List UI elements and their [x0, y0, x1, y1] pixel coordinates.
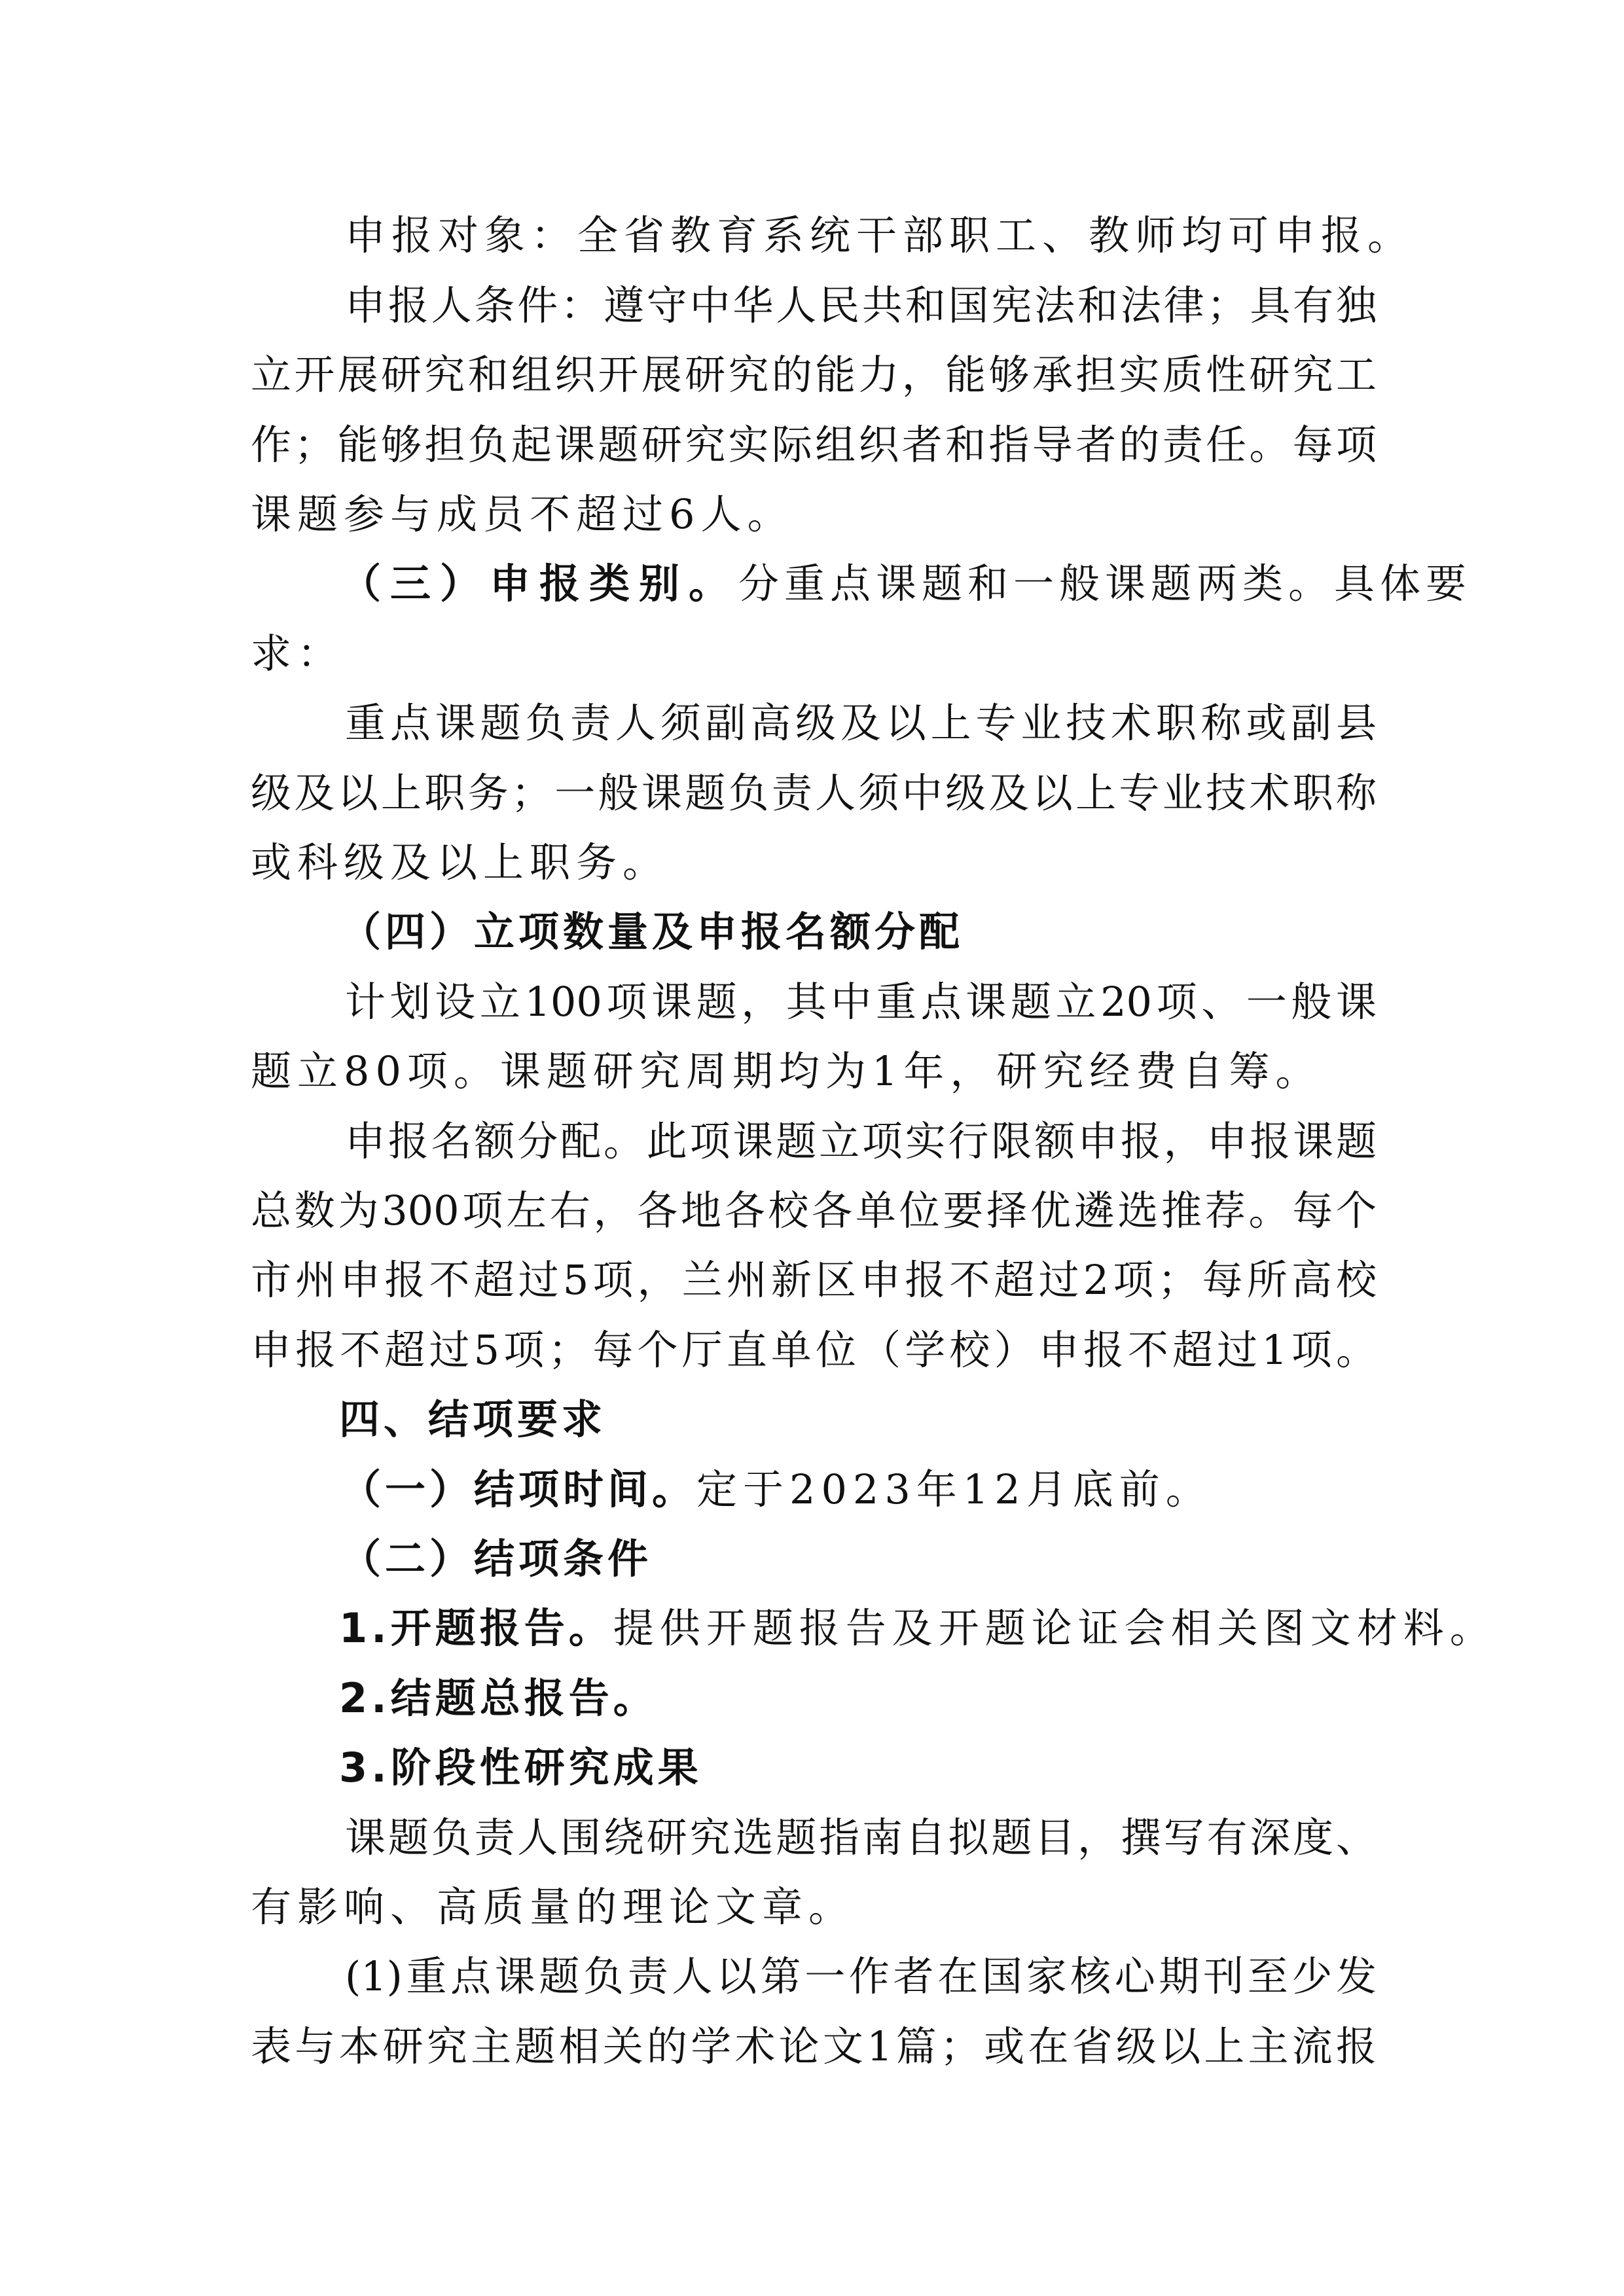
paragraph-line [345, 1805, 1377, 1871]
item-heading: 3.阶段性研究成果 [339, 1744, 702, 1791]
paragraph-line [251, 2014, 1377, 2079]
line-text: 申报对象：全省教育系统干部职工、教师均可申报。 [345, 211, 1415, 259]
line-text: 立开展研究和组织开展研究的能力，能够承担实质性研究工 [251, 351, 1377, 399]
line-text: 计划设立100项课题，其中重点课题立20项、一般课 [345, 978, 1377, 1026]
line-text: 分重点课题和一般课题两类。具体要 [738, 560, 1466, 607]
numbered-item-line [339, 1735, 1465, 1801]
line-text: (1)重点课题负责人以第一作者在国家核心期刊至少发 [345, 1952, 1377, 2000]
paragraph-line [251, 1178, 1377, 1244]
line-text: 或科级及以上职务。 [251, 838, 670, 886]
numbered-item-line [339, 1596, 1496, 1661]
paragraph-line [345, 1944, 1377, 2009]
numbered-item-line [339, 1666, 1465, 1731]
item-heading: 1.开题报告。 [339, 1604, 613, 1652]
paragraph-line [345, 203, 1415, 268]
line-text: 课题参与成员不超过6人。 [251, 490, 794, 538]
chapter-heading: 四、结项要求 [339, 1395, 607, 1443]
line-text: 题立80项。课题研究周期均为1年，研究经费自筹。 [251, 1047, 1322, 1095]
section-heading: （三）申报类别。 [340, 560, 738, 607]
section-heading-line [340, 899, 1466, 965]
paragraph-line [251, 1039, 1377, 1104]
section-heading: （二）结项条件 [340, 1535, 653, 1583]
paragraph-line [251, 482, 1377, 547]
line-text: 重点课题负责人须副高级及以上专业技术职称或副县 [345, 699, 1377, 747]
line-text: 作；能够担负起课题研究实际组织者和指导者的责任。每项 [251, 421, 1377, 469]
line-text: 市州申报不超过5项，兰州新区申报不超过2项；每所高校 [251, 1256, 1377, 1304]
paragraph-line [251, 1247, 1377, 1313]
line-text: 提供开题报告及开题论证会相关图文材料。 [613, 1604, 1496, 1652]
paragraph-line [251, 761, 1377, 826]
item-heading: 2.结题总报告。 [339, 1674, 658, 1722]
section-heading: （一）结项时间。 [340, 1465, 697, 1513]
section-heading: （四）立项数量及申报名额分配 [340, 908, 964, 956]
section-heading-line [340, 1457, 1466, 1522]
paragraph-line [345, 1109, 1377, 1174]
section-heading-line [340, 551, 1466, 617]
line-text: 申报人条件：遵守中华人民共和国宪法和法律；具有独 [345, 281, 1377, 329]
paragraph-line [345, 273, 1377, 338]
paragraph-line [345, 969, 1377, 1035]
line-text: 申报不超过5项；每个厅直单位（学校）申报不超过1项。 [251, 1326, 1377, 1374]
line-text: 表与本研究主题相关的学术论文1篇；或在省级以上主流报 [251, 2022, 1377, 2070]
section-heading-line [340, 1526, 1466, 1592]
line-text: 定于2023年12月底前。 [696, 1465, 1212, 1513]
line-text: 级及以上职务；一般课题负责人须中级及以上专业技术职称 [251, 769, 1377, 817]
paragraph-line [345, 691, 1377, 756]
line-text: 求： [251, 630, 344, 677]
paragraph-line [251, 1318, 1377, 1383]
line-text: 总数为300项左右，各地各校各单位要择优遴选推荐。每个 [251, 1187, 1377, 1234]
line-text: 课题负责人围绕研究选题指南自拟题目，撰写有深度、 [345, 1814, 1377, 1861]
paragraph-line [251, 412, 1377, 478]
paragraph-line [251, 830, 1377, 895]
line-text: 有影响、高质量的理论文章。 [251, 1883, 856, 1931]
paragraph-line [251, 621, 1377, 687]
line-text: 申报名额分配。此项课题立项实行限额申报，申报课题 [345, 1117, 1377, 1165]
chapter-heading-line [339, 1387, 1465, 1452]
paragraph-line [251, 1874, 1377, 1940]
paragraph-line [251, 342, 1377, 408]
